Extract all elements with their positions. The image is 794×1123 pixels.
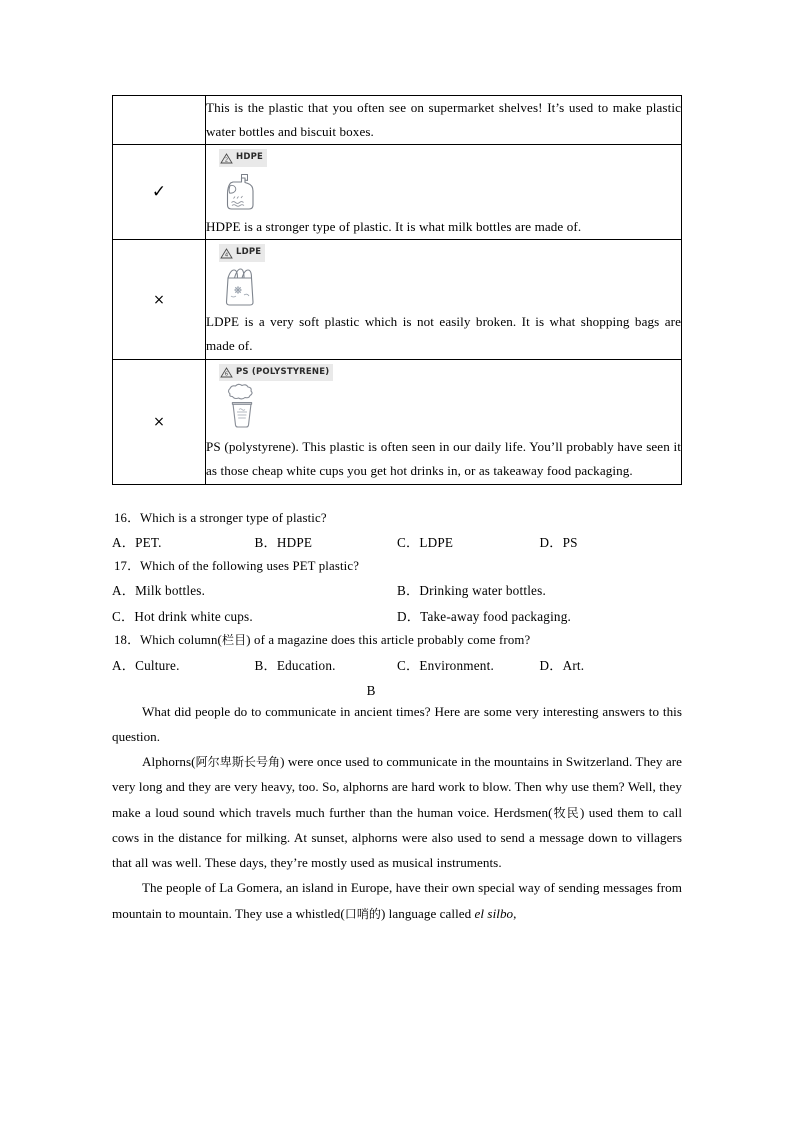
recycling-triangle-icon [220,367,233,378]
recycling-code-text: LDPE [236,247,262,258]
passage-p2-chinese-alphorns: 阿尔卑斯长号角 [195,755,281,770]
question-16-stem: 16．Which is a stronger type of plastic? [114,510,327,525]
row-description-text: This is the plastic that you often see on supermarket shelves! It’s used to make plastic water bottles and biscuit boxes. [206,100,681,140]
question-18-stem-chinese: 栏目 [221,633,247,648]
milk-jug-icon [220,169,681,213]
passage-p3-part3: , [513,905,517,921]
question-16-options [112,525,682,551]
recycling-code-text: PS (POLYSTYRENE) [236,366,330,377]
passage-p3-italic-term: el silbo [474,905,514,921]
recycling-code-label [219,149,267,167]
question-18-stem-part1: 18．Which column( [114,633,222,648]
row-description-cell [206,96,682,145]
row-mark-cell [113,240,206,359]
passage-paragraph-2 [112,749,682,875]
recycling-icon-ps [219,364,681,434]
foam-cup-icon [220,383,681,433]
option-16-c[interactable]: C．LDPE [397,534,454,550]
passage-paragraph-3 [112,875,682,926]
passage-p2-chinese-herdsmen: 牧民 [552,805,580,820]
passage-paragraph-1: What did people do to communicate in ancient times? Here are some very interesting answers to this question. [112,703,682,744]
row-description-cell [206,359,682,484]
table-row [113,240,682,359]
plastic-types-table [112,95,682,485]
row-description-text: LDPE is a very soft plastic which is not easily broken. It is what shopping bags are made of. [206,314,681,354]
row-mark-cell [113,145,206,240]
section-letter-b: B [366,683,376,699]
recycling-icon-ldpe [219,244,681,308]
option-16-b[interactable]: B．HDPE [254,534,313,550]
cross-icon: × [153,291,165,308]
option-17-d[interactable]: D．Take-away food packaging. [397,608,572,624]
question-17-stem: 17．Which of the following uses PET plastic? [114,559,360,574]
page-content [112,95,682,926]
passage-p3-part2: ) language called [380,905,475,921]
svg-text:6: 6 [224,371,229,378]
recycling-code-label [219,244,265,262]
row-description-text: HDPE is a stronger type of plastic. It is what milk bottles are made of. [206,219,582,235]
table-row [113,96,682,145]
question-18-stem-part2: ) of a magazine does this article probably come from? [246,633,531,648]
question-18-options [112,648,682,674]
question-18-stem [114,624,682,647]
option-17-c[interactable]: C．Hot drink white cups. [112,608,253,624]
recycling-icon-hdpe [219,149,681,213]
question-17-options-row1 [112,573,682,599]
option-17-b[interactable]: B．Drinking water bottles. [397,583,546,599]
row-mark-cell [113,359,206,484]
check-icon: ✓ [151,181,167,202]
recycling-triangle-icon [220,248,233,259]
row-description-cell [206,145,682,240]
svg-text:2: 2 [224,157,229,164]
table-row [113,359,682,484]
reading-passage [112,699,682,926]
option-18-c[interactable]: C．Environment. [397,657,494,673]
table-row [113,145,682,240]
option-17-a[interactable]: A．Milk bottles. [112,583,206,599]
passage-p3-part1: The people of La Gomera, an island in Europe, have their own special way of sending messages from mountain to mountain. They use a whistled( [112,880,682,921]
row-mark-cell [113,96,206,145]
option-18-a[interactable]: A．Culture. [112,657,180,673]
row-description-text: PS (polystyrene). This plastic is often seen in our daily life. You’ll probably have seen it as those cheap white cups you get hot drinks in, or as takeaway food packaging. [206,439,681,479]
row-description-cell [206,240,682,359]
svg-text:4: 4 [224,252,229,259]
passage-p2-part1: Alphorns( [142,754,196,770]
recycling-code-label [219,364,333,382]
passage-p2-part3: ) used them to call cows in the distance for milking. At sunset, alphorns were also used to send a message down to villagers that all was well. These days, they’re mostly used as musical instruments. [112,804,683,871]
passage-p3-chinese-whistled: 口哨的 [344,906,381,921]
option-18-d[interactable]: D．Art. [539,657,585,673]
recycling-code-text: HDPE [236,152,264,163]
cross-icon: × [153,414,165,431]
option-18-b[interactable]: B．Education. [254,657,336,673]
shopping-bag-icon [220,264,681,308]
passage-p2-part2: ) were once used to communicate in the mountains in Switzerland. They are very long and they are very heavy, too. So, alphorns are hard work to blow. Then why use them? Well, they make a loud sound which travels much further than the human voice. Herdsmen( [112,754,682,820]
recycling-triangle-icon [220,153,233,164]
option-16-d[interactable]: D．PS [539,534,578,550]
questions-section [112,502,682,699]
question-17-options-row2 [112,599,682,625]
option-16-a[interactable]: A．PET. [112,534,162,550]
